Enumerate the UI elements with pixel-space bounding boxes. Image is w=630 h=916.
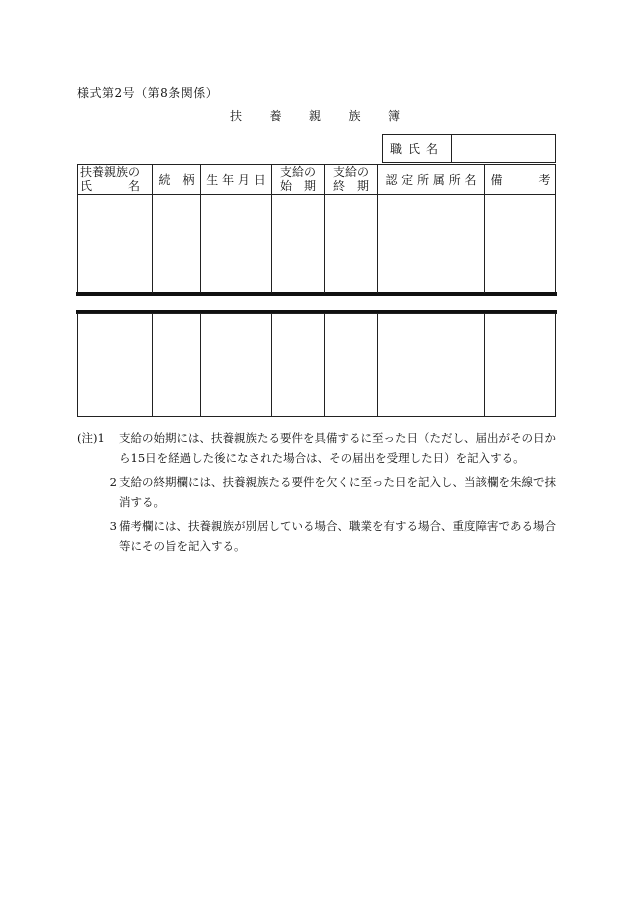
header-line: 認 定 所 属 所 名 bbox=[385, 173, 477, 187]
title-char: 扶 bbox=[230, 109, 243, 123]
header-birthdate bbox=[201, 173, 271, 204]
notes-section bbox=[77, 428, 557, 560]
header-line: 支給の bbox=[279, 165, 316, 179]
note-item bbox=[77, 516, 557, 556]
col-divider bbox=[324, 313, 325, 417]
note-text: 支給の終期欄には、扶養親族たる要件を欠くに至った日を記入し、当該欄を朱線で抹消する。 bbox=[119, 475, 556, 509]
document-title bbox=[230, 107, 400, 124]
col-divider bbox=[377, 313, 378, 417]
title-char: 親 bbox=[308, 109, 321, 123]
header-relationship bbox=[153, 173, 200, 204]
note-text: 支給の始期には、扶養親族たる要件を具備するに至った日（ただし、届出がその日から15日を経過した後になされた場合は、その届出を受理した日）を記入する。 bbox=[119, 431, 556, 465]
header-line: 生 年 月 日 bbox=[206, 173, 266, 187]
officer-name-label: 職氏名 bbox=[383, 135, 452, 162]
col-divider bbox=[152, 313, 153, 417]
header-line: 扶養親族の bbox=[80, 165, 141, 179]
officer-name-field[interactable] bbox=[452, 135, 555, 162]
header-remarks bbox=[485, 173, 556, 204]
col-divider bbox=[271, 313, 272, 417]
note-number: 3 bbox=[109, 519, 117, 533]
officer-name-box bbox=[382, 134, 556, 163]
col-divider bbox=[484, 313, 485, 417]
title-char: 簿 bbox=[387, 109, 400, 123]
header-line: 始 期 bbox=[279, 179, 316, 193]
note-item bbox=[77, 472, 557, 512]
note-number: 2 bbox=[109, 475, 117, 489]
title-char: 族 bbox=[348, 109, 361, 123]
header-line: 備 考 bbox=[490, 173, 551, 187]
header-dependent-name bbox=[80, 165, 152, 196]
header-start-period bbox=[272, 165, 324, 196]
title-char: 養 bbox=[269, 109, 282, 123]
note-number: (注)1 bbox=[77, 431, 105, 445]
header-line: 氏 名 bbox=[80, 179, 141, 193]
header-end-period bbox=[325, 165, 377, 196]
header-line: 支給の bbox=[332, 165, 369, 179]
header-office-name bbox=[378, 173, 484, 204]
header-line: 続 柄 bbox=[158, 173, 195, 187]
col-divider bbox=[200, 313, 201, 417]
form-number-label: 様式第2号（第8条関係） bbox=[77, 86, 219, 100]
note-text: 備考欄には、扶養親族が別居している場合、職業を有する場合、重度障害である場合等にその旨を記入する。 bbox=[119, 519, 556, 553]
note-item bbox=[77, 428, 557, 468]
header-line: 終 期 bbox=[332, 179, 369, 193]
